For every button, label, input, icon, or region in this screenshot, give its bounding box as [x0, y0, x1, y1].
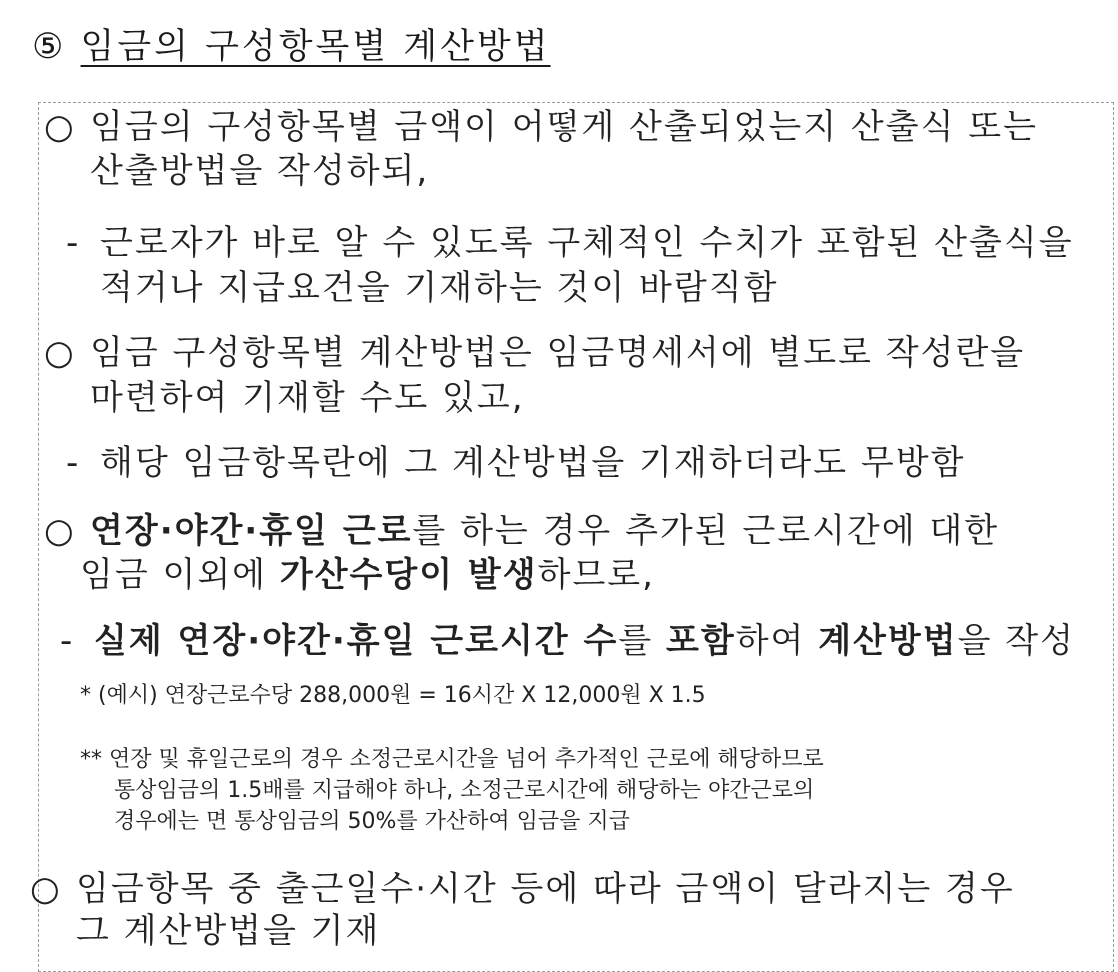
bullet-text: 하므로,: [537, 555, 655, 595]
bullet-text: 산출방법을 작성하되,: [90, 151, 430, 191]
bullet-text: 그 계산방법을 기재: [76, 911, 381, 951]
detail-note-line-1: ** 연장 및 휴일근로의 경우 소정근로시간을 넘어 추가적인 근로에 해당하므로: [80, 747, 824, 772]
sub-item-1-continued: [100, 265, 778, 311]
bullet-text: 임금 이외에: [80, 555, 280, 595]
bullet-item-2-continued: [90, 375, 525, 421]
section-title-text: 임금의 구성항목별 계산방법: [80, 27, 551, 67]
sub-item-text: 근로자가 바로 알 수 있도록 구체적인 수치가 포함된 산출식을: [100, 223, 1074, 263]
sub-item-text: 하여: [735, 621, 819, 661]
detail-note-line-2: 통상임금의 1.5배를 지급해야 하나, 소정근로시간에 해당하는 야간근로의: [114, 778, 815, 803]
bold-text: 포함: [665, 621, 736, 661]
circle-bullet-icon: ○: [44, 511, 76, 551]
sub-item-1: [66, 220, 1074, 266]
bullet-item-4: [30, 866, 1015, 912]
bullet-item-1-continued: [90, 148, 429, 194]
bold-text: 계산방법: [818, 621, 958, 661]
bold-text: 가산수당이 발생: [279, 555, 538, 595]
sub-item-text: 을 작성: [957, 621, 1075, 661]
circle-bullet-icon: ○: [44, 107, 76, 147]
sub-item-2: [66, 440, 965, 486]
dash-marker: -: [66, 223, 81, 263]
sub-item-text: 해당 임금항목란에 그 계산방법을 기재하더라도 무방함: [100, 443, 966, 483]
bullet-item-3-continued: [80, 552, 655, 598]
example-note: * (예시) 연장근로수당 288,000원 = 16시간 X 12,000원 X 1.5: [80, 683, 706, 708]
bold-text: 실제 연장·야간·휴일 근로시간 수: [94, 621, 619, 661]
bullet-item-2: [44, 330, 1025, 376]
dash-marker: -: [60, 621, 75, 661]
section-title: [32, 22, 551, 72]
circle-bullet-icon: ○: [44, 333, 76, 373]
bullet-text: 를 하는 경우 추가된 근로시간에 대한: [412, 511, 1000, 551]
sub-item-text: 를: [618, 621, 666, 661]
bullet-text: 임금 구성항목별 계산방법은 임금명세서에 별도로 작성란을: [90, 333, 1026, 373]
bullet-text: 임금항목 중 출근일수·시간 등에 따라 금액이 달라지는 경우: [76, 869, 1015, 909]
sub-item-text: 적거나 지급요건을 기재하는 것이 바람직함: [100, 268, 779, 308]
bullet-item-3: [44, 508, 999, 554]
circle-bullet-icon: ○: [30, 869, 62, 909]
detail-note-line-3: 경우에는 면 통상임금의 50%를 가산하여 임금을 지급: [114, 809, 630, 834]
bullet-text: 마련하여 기재할 수도 있고,: [90, 378, 525, 418]
bold-text: 연장·야간·휴일 근로: [90, 511, 413, 551]
bullet-text: 임금의 구성항목별 금액이 어떻게 산출되었는지 산출식 또는: [90, 107, 1038, 147]
bullet-item-1: [44, 104, 1038, 150]
sub-item-3: [60, 618, 1075, 664]
dash-marker: -: [66, 443, 81, 483]
section-number: ⑤: [32, 27, 67, 67]
bullet-item-4-continued: [76, 908, 380, 954]
